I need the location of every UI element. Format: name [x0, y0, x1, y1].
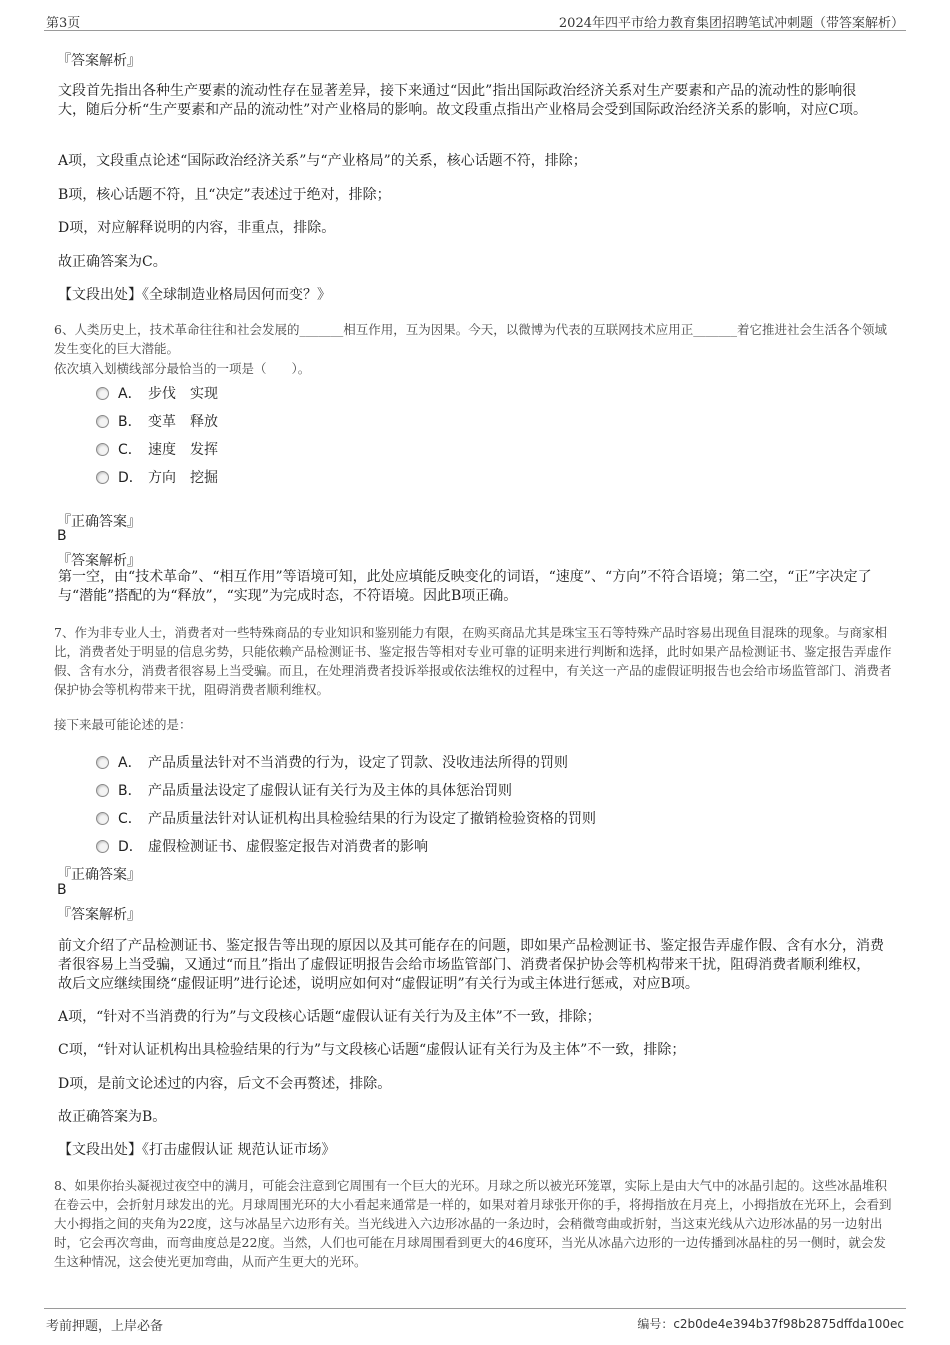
q7-analysis-label: 『答案解析』 [57, 907, 141, 923]
radio-button[interactable] [96, 840, 109, 853]
radio-button[interactable] [96, 415, 109, 428]
radio-button[interactable] [96, 387, 109, 400]
q5-source: 【文段出处】《全球制造业格局因何而变？》 [58, 287, 331, 303]
q6-analysis-text: 第一空，由“技术革命”、“相互作用”等语境可知，此处应填能反映变化的词语，“速度”、“方向”不符合语境；第二空，“正”字决定了与“潜能”搭配的为“释放”，“实现”为完成时态，不符语境。因此B项正确。 [58, 569, 872, 604]
document-id: 编号：c2b0de4e394b37f98b2875dffda100ec [637, 1317, 904, 1331]
q7-stem: 7、作为非专业人士，消费者对一些特殊商品的专业知识和鉴别能力有限，在购买商品尤其是珠宝玉石等特殊产品时容易出现鱼目混珠的现象。与商家相比，消费者处于明显的信息劣势，只能依赖产品检测证书、鉴定报告等相对专业可靠的证明来进行判断和选择，此时如果产品检测证书、鉴定报告弄虚作假、含有水分，消费者很容易上当受骗。而且，在处理消费者投诉举报或依法维权的过程中，有关这一产品的虚假证明报告也会给市场监管部门、消费者保护协会等机构带来干扰，阻碍消费者顺利维权。 [54, 625, 892, 697]
page-number: 第3页 [46, 16, 81, 31]
q7-conclusion: 故正确答案为B。 [58, 1109, 167, 1125]
q7-correct-answer: B [57, 882, 67, 898]
radio-button[interactable] [96, 471, 109, 484]
q7-point-c: C项，“针对认证机构出具检验结果的行为”与文段核心话题“虚假认证有关行为及主体”不一致，排除； [58, 1042, 686, 1058]
footer-slogan: 考前押题，上岸必备 [46, 1319, 164, 1334]
radio-button[interactable] [96, 812, 109, 825]
radio-button[interactable] [96, 443, 109, 456]
q7-correct-label: 『正确答案』 [57, 867, 141, 883]
q8-stem: 8、如果你抬头凝视过夜空中的满月，可能会注意到它周围有一个巨大的光环。月球之所以被光环笼罩，实际上是由大气中的冰晶引起的。这些冰晶堆积在卷云中，会折射月球发出的光。月球周围光环的大小看起来通常是一样的，如果对着月球张开你的手，将拇指放在月亮上，小拇指放在光环上，会看到大小拇指之间的夹角为22度，这与冰晶呈六边形有关。当光线进入六边形冰晶的一条边时，会稍微弯曲或折射，当这束光线从六边形冰晶的另一边射出时，它会再次弯曲，而弯曲度总是22度。当然，人们也可能在月球周围看到更大的46度环，当光从冰晶六边形的一边传播到冰晶柱的另一侧时，就会发生这种情况，这会使光更加弯曲，从而产生更大的光环。 [54, 1178, 892, 1269]
q7-analysis-text: 前文介绍了产品检测证书、鉴定报告等出现的原因以及其可能存在的问题，即如果产品检测证书、鉴定报告弄虚作假、含有水分，消费者很容易上当受骗，又通过“而且”指出了虚假证明报告会给市场监管部门、消费者保护协会等机构带来干扰，阻碍消费者顺利维权，故后文应继续围绕“虚假证明”进行论述，说明应如何对“虚假证明”有关行为或主体进行惩戒，对应B项。 [58, 938, 884, 992]
q5-conclusion: 故正确答案为C。 [58, 254, 167, 270]
q7-point-d: D项，是前文论述过的内容，后文不会再赘述，排除。 [58, 1076, 392, 1092]
q7-instruction: 接下来最可能论述的是： [54, 717, 192, 732]
q5-point-d: D项，对应解释说明的内容，非重点，排除。 [58, 220, 336, 236]
q6-correct-answer: B [57, 528, 67, 544]
q5-analysis-label: 『答案解析』 [57, 53, 141, 69]
page-header [44, 10, 906, 31]
document-title: 2024年四平市给力教育集团招聘笔试冲刺题（带答案解析） [558, 16, 904, 31]
q5-analysis-text: 文段首先指出各种生产要素的流动性存在显著差异，接下来通过“因此”指出国际政治经济关系对生产要素和产品的流动性的影响很大，随后分析“生产要素和产品的流动性”对产业格局的影响。故文段重点指出产业格局会受到国际政治经济关系的影响，对应C项。 [58, 83, 868, 118]
q6-analysis-label: 『答案解析』 [57, 553, 141, 569]
q5-point-a: A项，文段重点论述“国际政治经济关系”与“产业格局”的关系，核心话题不符，排除； [58, 153, 587, 169]
q7-source: 【文段出处】《打击虚假认证 规范认证市场》 [58, 1142, 336, 1158]
radio-button[interactable] [96, 756, 109, 769]
q5-point-b: B项，核心话题不符，且“决定”表述过于绝对，排除； [58, 187, 391, 203]
q7-point-a: A项，“针对不当消费的行为”与文段核心话题“虚假认证有关行为及主体”不一致，排除； [58, 1009, 601, 1025]
q6-stem: 6、人类历史上，技术革命往往和社会发展的_______相互作用，互为因果。今天，以微博为代表的互联网技术应用正_______着它推进社会生活各个领域发生变化的巨大潜能。 [54, 322, 887, 356]
q6-instruction: 依次填入划横线部分最恰当的一项是（ ）。 [54, 361, 311, 376]
page-footer [44, 1308, 906, 1335]
q6-correct-label: 『正确答案』 [57, 514, 141, 530]
radio-button[interactable] [96, 784, 109, 797]
